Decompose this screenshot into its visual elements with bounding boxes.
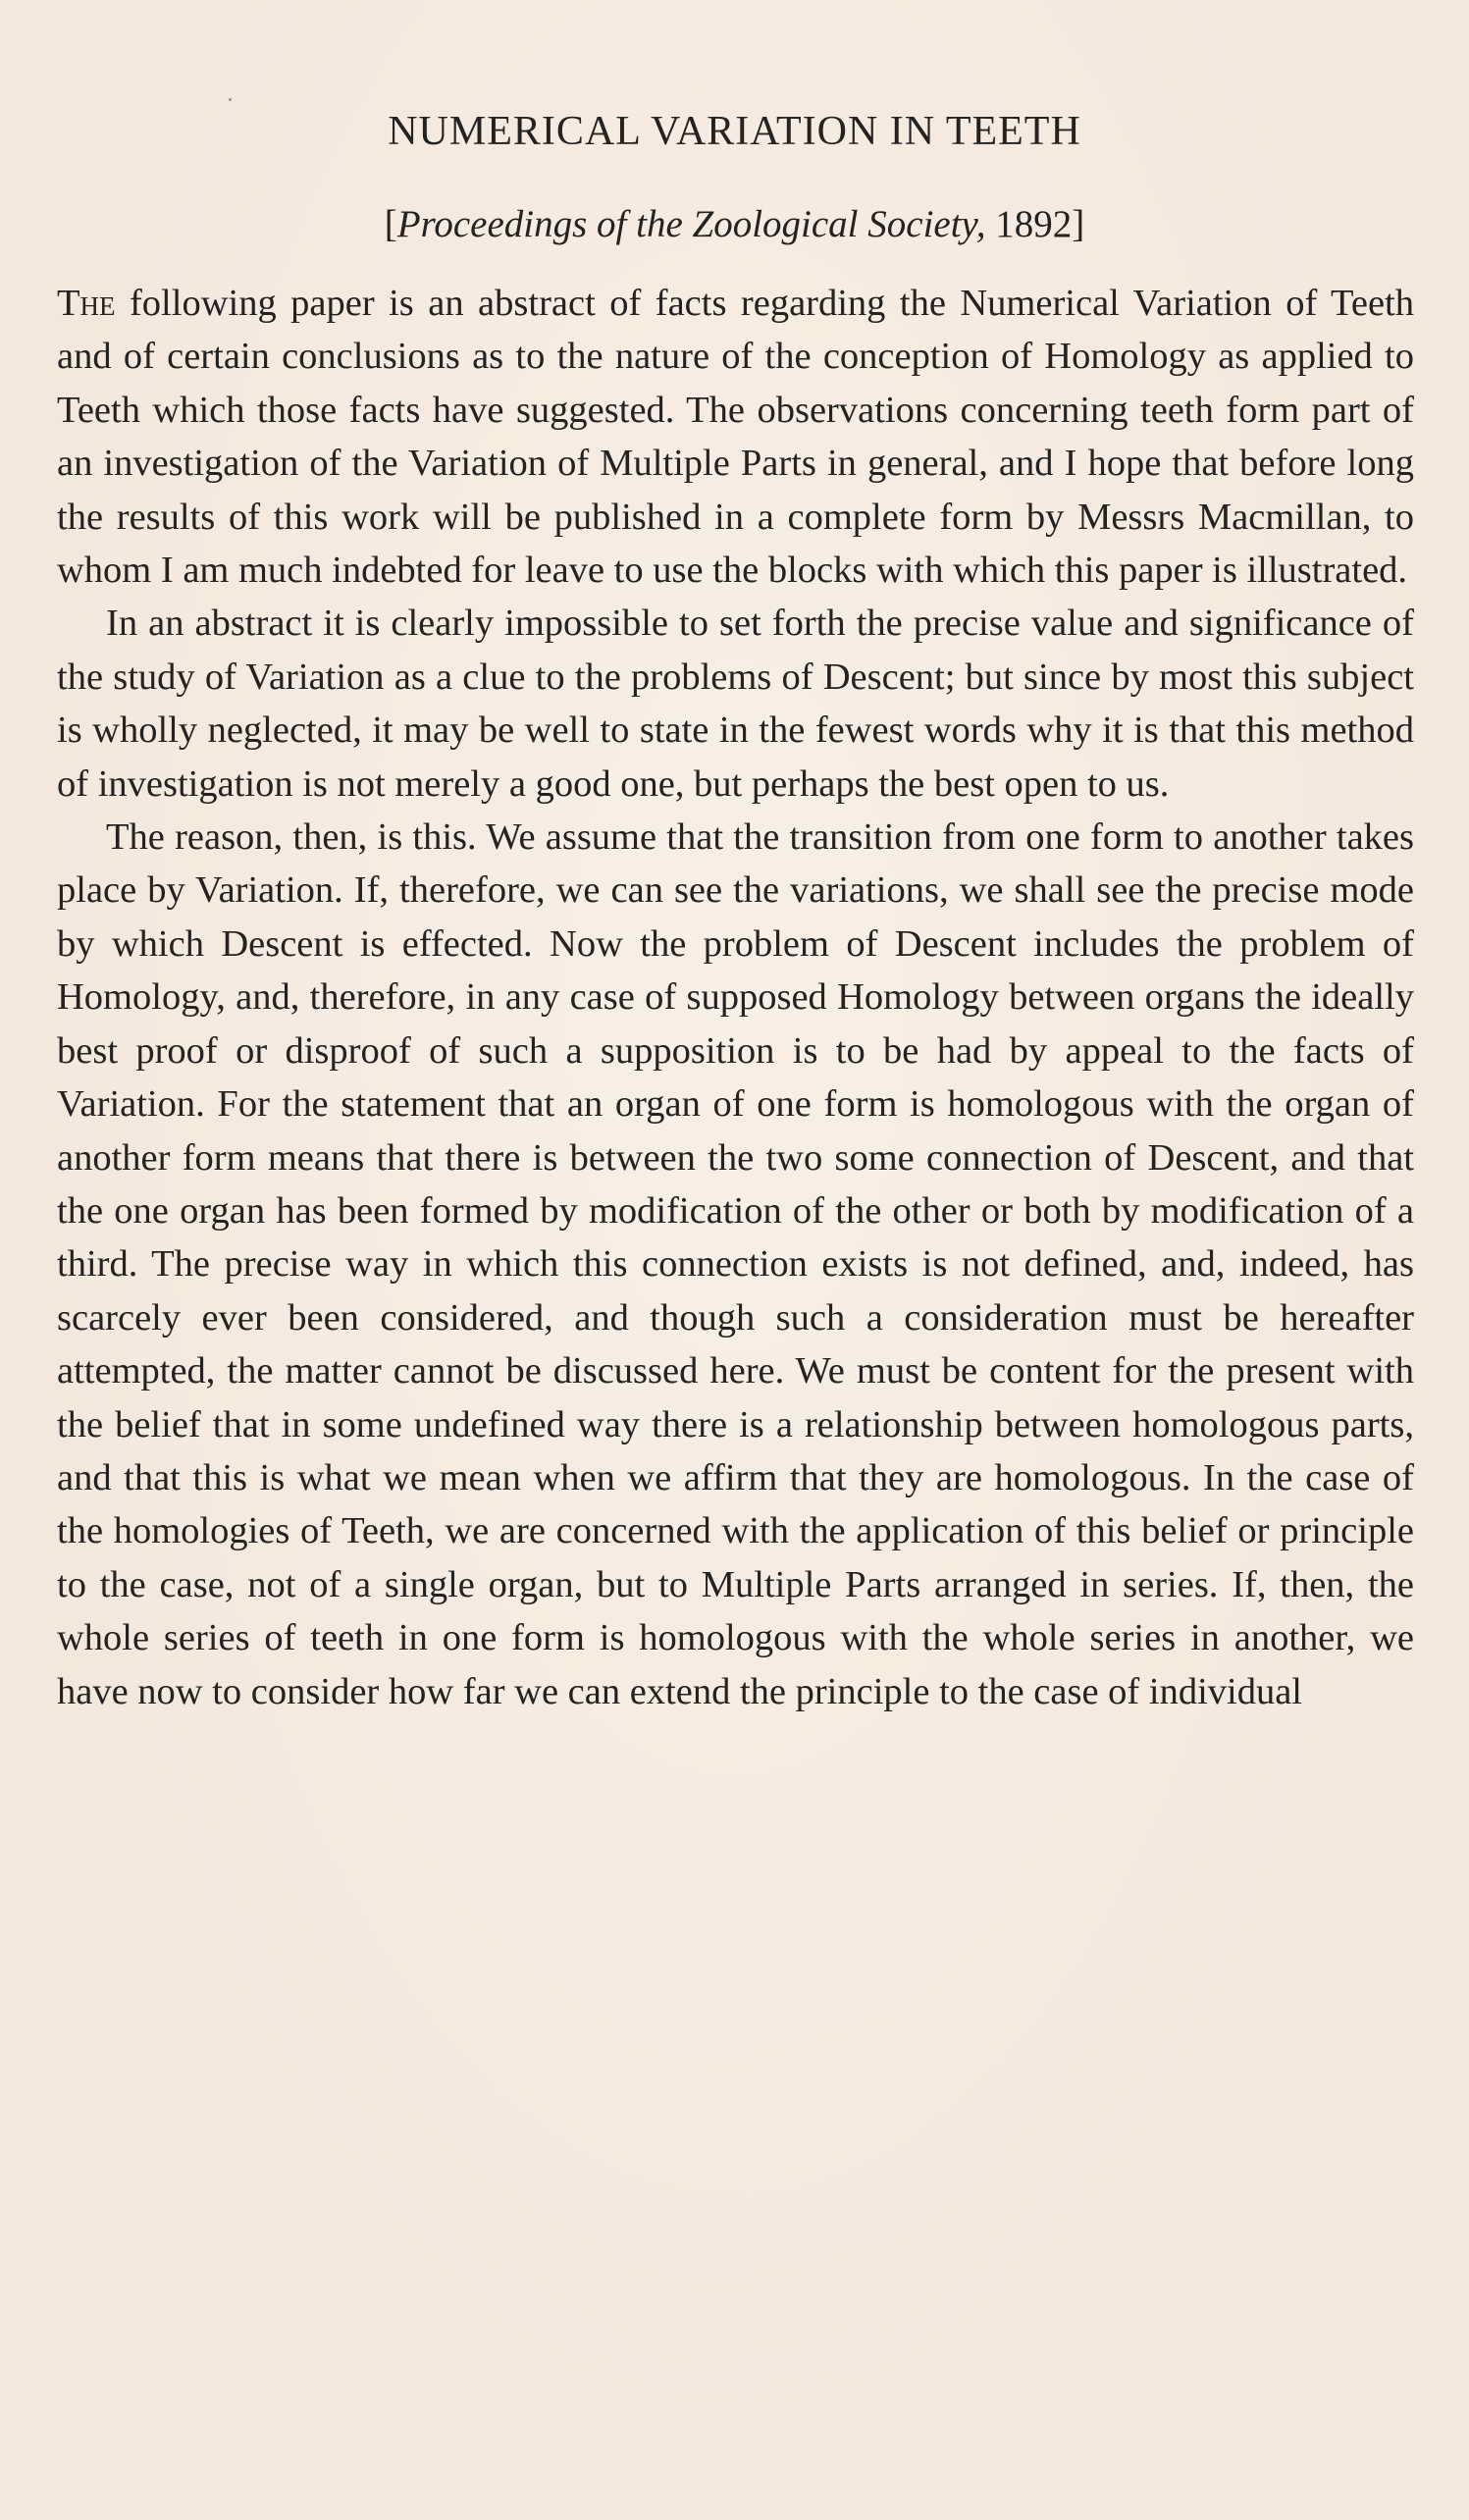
citation-year: 1892] (985, 203, 1085, 245)
source-citation (0, 200, 1469, 249)
citation-open-bracket: [ (384, 203, 397, 245)
paragraph-1 (57, 277, 1414, 597)
citation-journal: Proceedings of the Zoological Society, (396, 203, 986, 245)
paragraph-2: In an abstract it is clearly impossible to set forth the precise value and significance of the study of Variation as a clue to the problems of Descent; but since by most this subject is wholly neglected, it may be well to state in the fewest words why it is that this method of investigation is not merely a good one, but perhaps the best open to us. (57, 603, 1414, 805)
paragraph-3: The reason, then, is this. We assume that the transition from one form to another takes place by Variation. If, therefore, we can see the variations, we shall see the precise mode by which Descent is effected. Now the problem of Descent includes the problem of Homology, and, therefore, in any case of supposed Homology between organs the ideally best proof or disproof of such a supposition is to be had by appeal to the facts of Variation. For the statement that an organ of one form is homologous with the organ of another form means that there is between the two some connection of Descent, and that the one organ has been formed by modification of the other or both by modification of a third. The precise way in which this connection exists is not defined, and, indeed, has scarcely ever been considered, and though such a consideration must be hereafter attempted, the matter cannot be discussed here. We must be content for the present with the belief that in some undefined way there is a relationship between homologous parts, and that this is what we mean when we affirm that they are homologous. In the case of the homologies of Teeth, we are concerned with the application of this belief or principle to the case, not of a single organ, but to Multiple Parts arranged in series. If, then, the whole series of teeth in one form is homologous with the whole series in another, we have now to consider how far we can extend the principle to the case of individual (57, 816, 1414, 1712)
paragraph-1-lead: The (57, 283, 116, 324)
page-title: NUMERICAL VARIATION IN TEETH (388, 109, 1081, 154)
paper-speck (229, 98, 232, 101)
article-body (57, 277, 1414, 1718)
paragraph-1-text: following paper is an abstract of facts regarding the Numerical Variation of Teeth and of certain conclusions as to the nature of the conception of Homology as applied to Teeth which those facts have suggested. The observations concerning teeth form part of an investigation of the Variation of Multiple Parts in general, and I hope that before long the results of this work will be published in a complete form by Messrs Macmillan, to whom I am much indebted for leave to use the blocks with which this paper is illustrated. (57, 283, 1414, 592)
